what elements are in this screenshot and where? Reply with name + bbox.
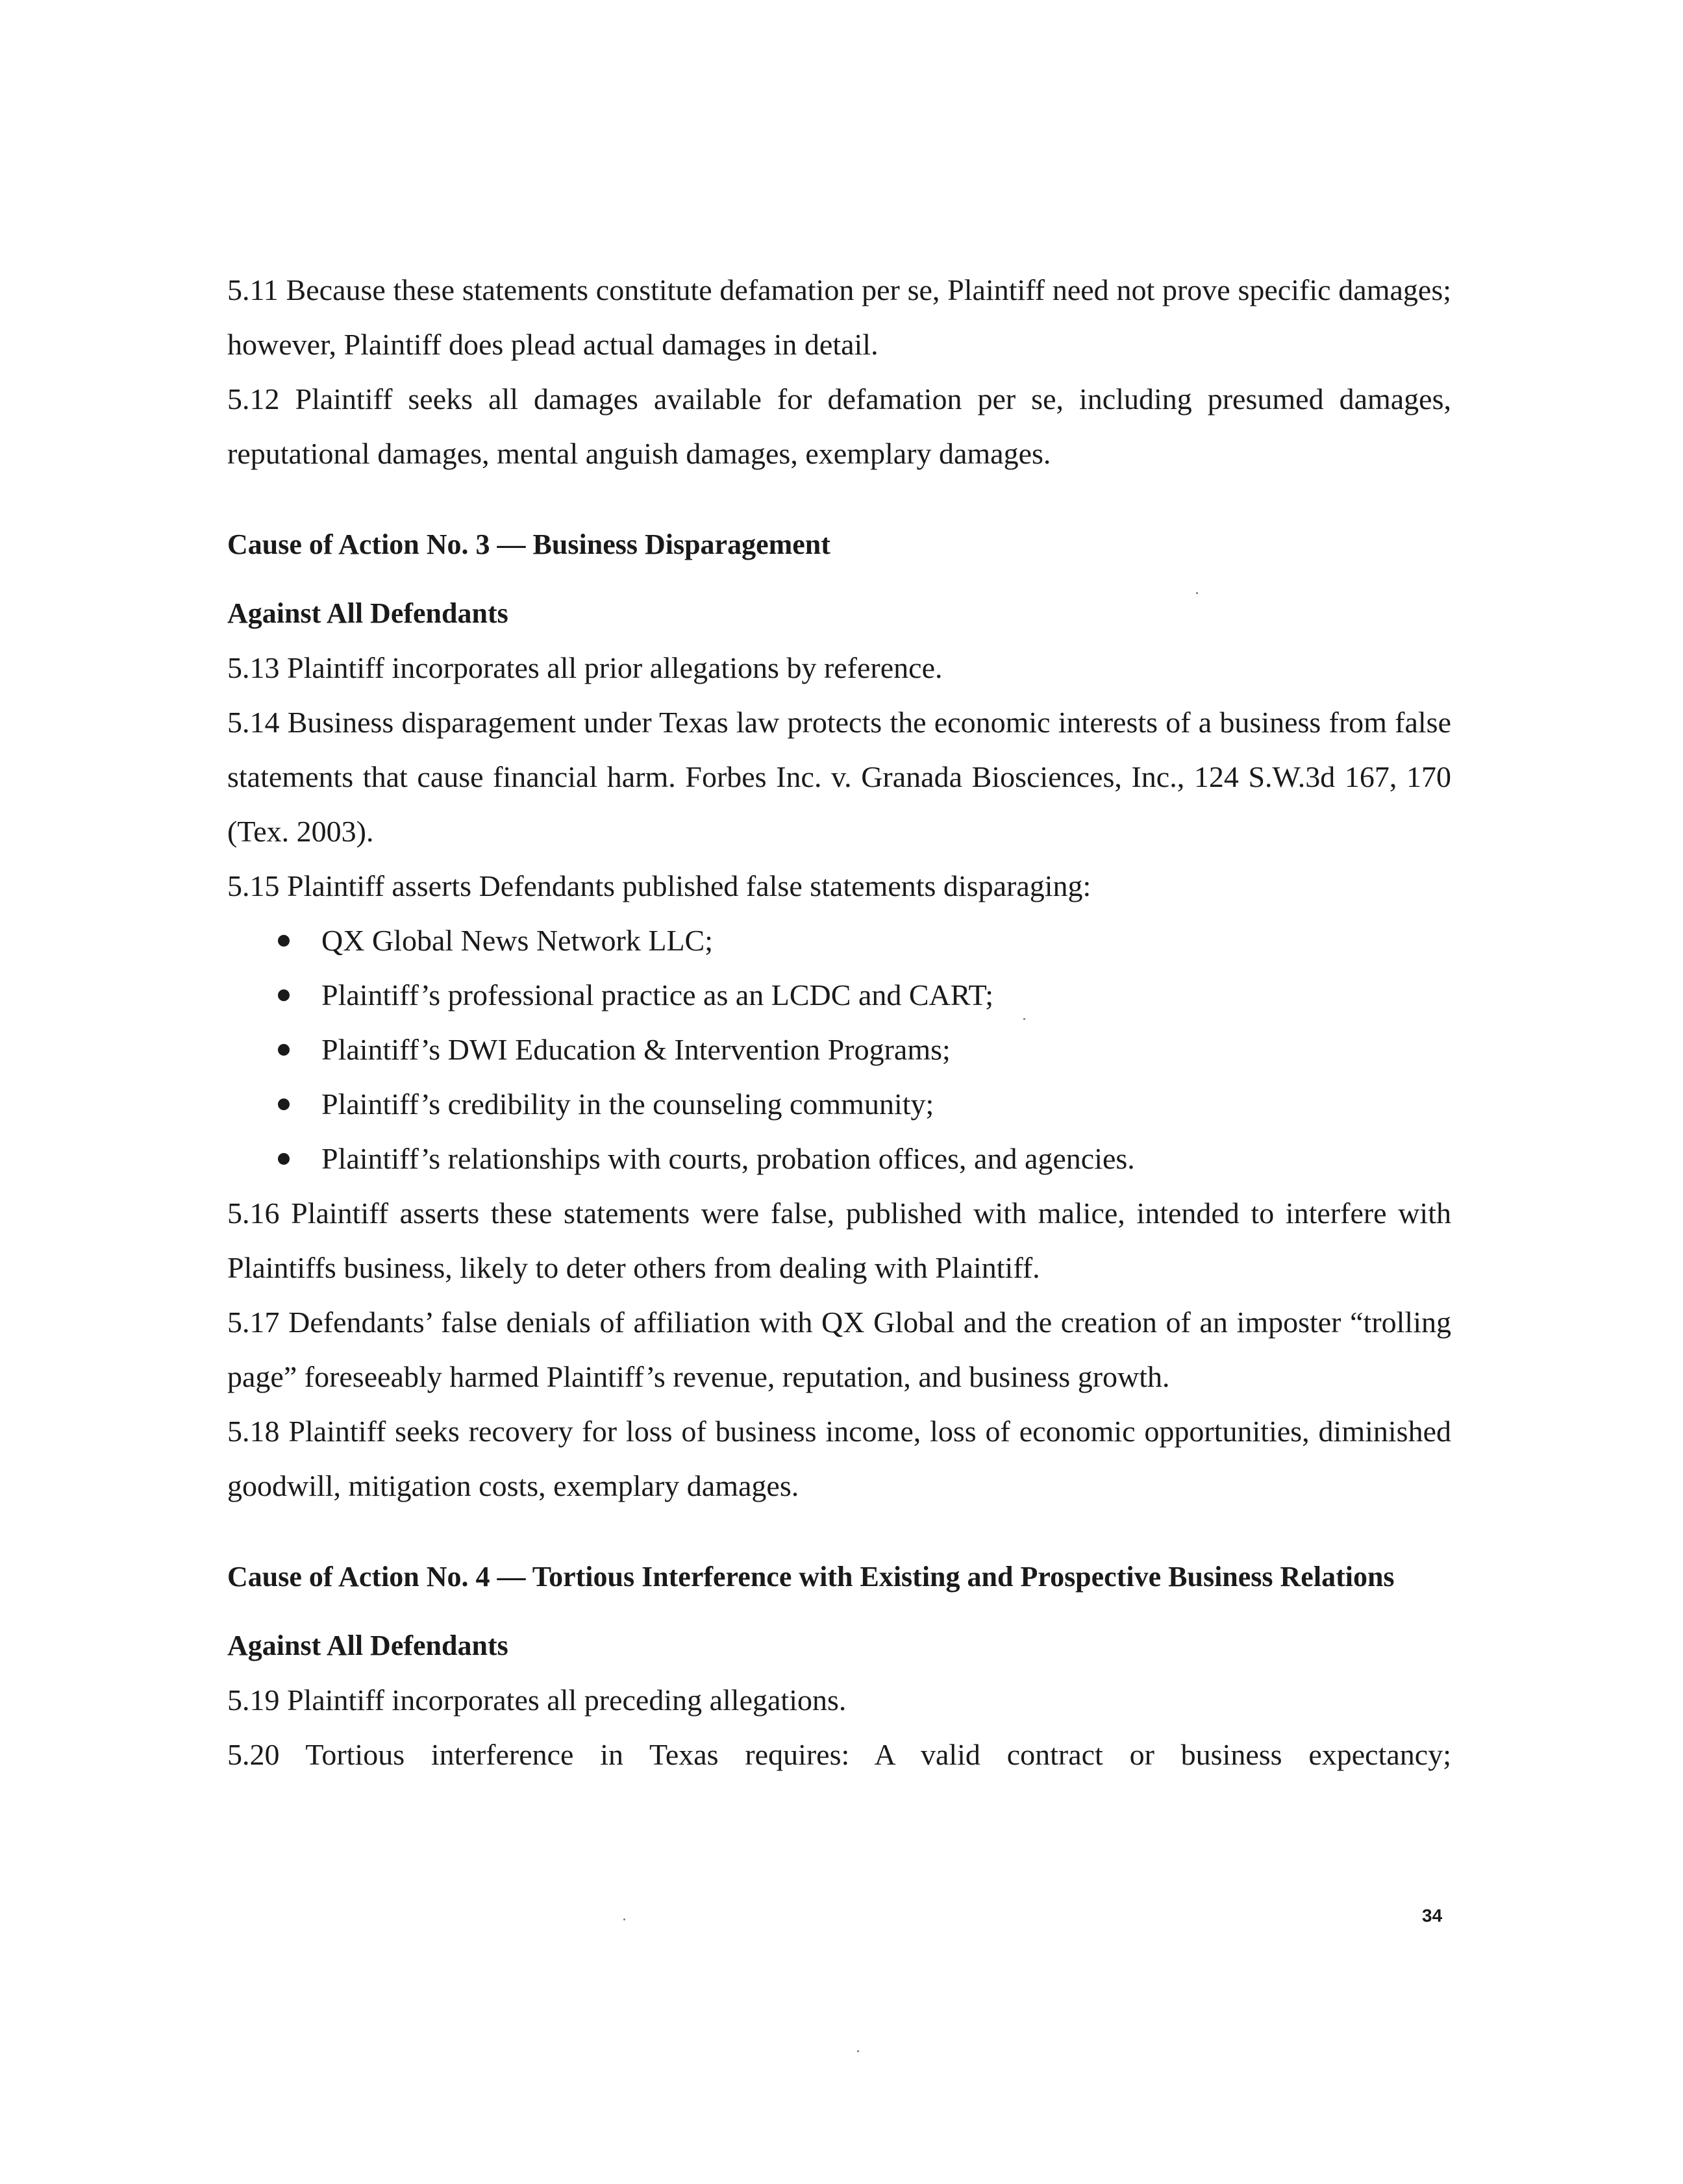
bullet-icon	[278, 1153, 290, 1165]
scan-speck	[857, 2050, 859, 2052]
bullet-icon	[278, 935, 290, 947]
list-item: QX Global News Network LLC;	[227, 913, 1451, 968]
list-item: Plaintiff’s professional practice as an LCDC and CART;	[227, 968, 1451, 1023]
paragraph-5-18: 5.18 Plaintiff seeks recovery for loss of business income, loss of economic opportunities, diminished goodwill, mitigation costs, exemplary damages.	[227, 1415, 1451, 1502]
list-item: Plaintiff’s DWI Education & Intervention Programs;	[227, 1023, 1451, 1077]
section-3-subheading: Against All Defendants	[227, 597, 508, 629]
section-3-heading: Cause of Action No. 3 — Business Disparagement	[227, 528, 830, 560]
scan-speck	[623, 1918, 625, 1920]
disparaged-items-list	[227, 913, 1451, 1186]
bullet-icon	[278, 1044, 290, 1056]
paragraph-5-17: 5.17 Defendants’ false denials of affiliation with QX Global and the creation of an imposter “trolling page” foreseeably harmed Plaintiff’s revenue, reputation, and business growth.	[227, 1306, 1451, 1393]
paragraph-5-11: 5.11 Because these statements constitute defamation per se, Plaintiff need not prove specific damages; however, Plaintiff does plead actual damages in detail.	[227, 273, 1451, 361]
section-4-heading: Cause of Action No. 4 — Tortious Interference with Existing and Prospective Business Relations	[227, 1561, 1395, 1593]
bullet-icon	[278, 989, 290, 1001]
paragraph-5-12: 5.12 Plaintiff seeks all damages available for defamation per se, including presumed damages, reputational damages, mental anguish damages, exemplary damages.	[227, 382, 1451, 470]
paragraph-5-19: 5.19 Plaintiff incorporates all preceding allegations.	[227, 1683, 847, 1717]
list-item: Plaintiff’s credibility in the counseling community;	[227, 1077, 1451, 1132]
paragraph-5-13: 5.13 Plaintiff incorporates all prior allegations by reference.	[227, 651, 943, 684]
scan-speck	[1196, 592, 1198, 594]
bullet-icon	[278, 1098, 290, 1110]
paragraph-5-15: 5.15 Plaintiff asserts Defendants published false statements disparaging:	[227, 869, 1091, 902]
section-4-subheading: Against All Defendants	[227, 1630, 508, 1661]
page-number: 34	[1422, 1905, 1443, 1926]
document-body	[227, 263, 1451, 1782]
paragraph-5-16: 5.16 Plaintiff asserts these statements were false, published with malice, intended to interfere with Plaintiffs business, likely to deter others from dealing with Plaintiff.	[227, 1197, 1451, 1284]
list-item: Plaintiff’s relationships with courts, probation offices, and agencies.	[227, 1132, 1451, 1186]
paragraph-5-14: 5.14 Business disparagement under Texas law protects the economic interests of a business from false statements that cause financial harm. Forbes Inc. v. Granada Biosciences, Inc., 124 S.W.3d 167, 170 (Tex. 2003).	[227, 706, 1451, 848]
paragraph-5-20: 5.20 Tortious interference in Texas requires: A valid contract or business expectancy;	[227, 1738, 1451, 1771]
scan-speck	[1023, 1018, 1025, 1020]
